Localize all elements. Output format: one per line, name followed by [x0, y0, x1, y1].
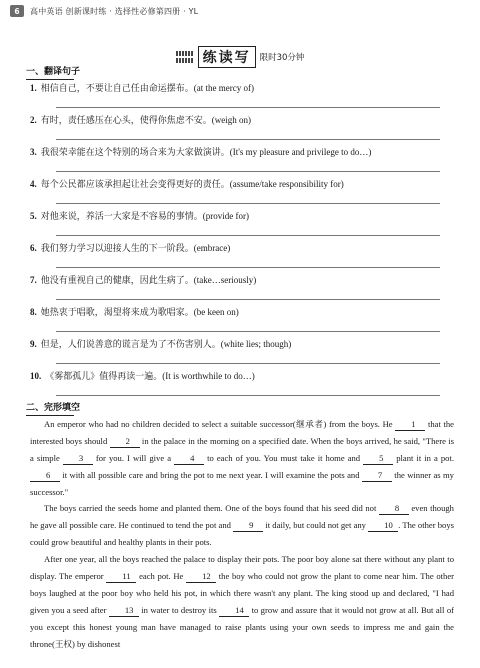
blank-8[interactable]: 8: [379, 502, 409, 515]
part1-heading: 一、翻译句子: [26, 64, 80, 77]
section-title-main: 练读写: [198, 46, 256, 68]
question-4: 4. 每个公民都应该承担起让社会变得更好的责任。(assume/take responsibility for): [30, 179, 344, 189]
blank-3[interactable]: 3: [63, 452, 93, 465]
answer-line-4[interactable]: [56, 203, 440, 204]
answer-line-9[interactable]: [56, 363, 440, 364]
blank-13[interactable]: 13: [109, 604, 139, 617]
page-header: [0, 0, 480, 22]
section-title-time-limit: 限时30分钟: [259, 53, 305, 63]
blank-9[interactable]: 9: [233, 519, 263, 532]
blank-5[interactable]: 5: [363, 452, 393, 465]
answer-line-10[interactable]: [56, 395, 440, 396]
question-8: 8. 她热衷于唱歌，渴望将来成为歌唱家。(be keen on): [30, 307, 239, 317]
question-3: 3. 我很荣幸能在这个特别的场合来为大家做演讲。(It's my pleasure and privilege to do…): [30, 147, 372, 157]
cloze-paragraph-2: The boys carried the seeds home and planted them. One of the boys found that his seed did not 8 even though he gave all possible care. He continued to tend the pot and 9 it daily, but could not get any 10 . The other boys could grow beautiful and healthy plants in their pots.: [30, 503, 454, 547]
answer-line-2[interactable]: [56, 139, 440, 140]
cloze-paragraph-3: After one year, all the boys reached the palace to display their pots. The poor boy alone sat there without any plant to display. The emperor 11 each pot. He 12 the boy who could not grow the plant to come near him. The other boys laughed at the poor boy who held his pot, in which there wasn't any plant. The king stood up and declared, "I had given you a seed after 13 in water to destroy its 14 to grow and assure that it would not grow at all. But all of you except this honest young man have managed to raise plants using your own seeds to impress me and gain the throne(王权) by dishonest: [30, 554, 455, 649]
blank-14[interactable]: 14: [219, 604, 249, 617]
title-decoration-icon: [176, 51, 194, 63]
question-5: 5. 对他来说，养活一大家是不容易的事情。(provide for): [30, 211, 249, 221]
answer-line-7[interactable]: [56, 299, 440, 300]
answer-line-5[interactable]: [56, 235, 440, 236]
blank-6[interactable]: 6: [30, 469, 60, 482]
header-text: 高中英语 创新课时练 · 选择性必修第四册 · YL: [30, 6, 199, 16]
answer-line-1[interactable]: [56, 107, 440, 108]
blank-10[interactable]: 10: [368, 519, 398, 532]
part2-heading: 二、完形填空: [26, 400, 80, 413]
question-2: 2. 有时，责任感压在心头，使得你焦虑不安。(weigh on): [30, 115, 251, 125]
answer-line-8[interactable]: [56, 331, 440, 332]
blank-4[interactable]: 4: [174, 452, 204, 465]
blank-7[interactable]: 7: [362, 469, 392, 482]
answer-line-6[interactable]: [56, 267, 440, 268]
cloze-paragraph-1: An emperor who had no children decided to select a suitable successor(继承者) from the boys. He 1 that the interested boys should 2 in the palace in the morning on a specified date. When the boys arrived, he said, "There is a simple 3 for you. I will give a 4 to each of you. You must take it home and 5 plant it in a pot. 6 it with all possible care and bring the pot to me next year. I will examine the pots and 7 the winner as my successor.": [30, 419, 454, 497]
blank-11[interactable]: 11: [106, 570, 136, 583]
page-number: 6: [10, 5, 24, 17]
question-7: 7. 他没有重视自己的健康，因此生病了。(take…seriously): [30, 275, 257, 285]
question-6: 6. 我们努力学习以迎接人生的下一阶段。(embrace): [30, 243, 231, 253]
blank-12[interactable]: 12: [186, 570, 216, 583]
question-1: 1. 相信自己，不要让自己任由命运摆布。(at the mercy of): [30, 83, 254, 93]
question-9: 9. 但是，人们说善意的谎言是为了不伤害别人。(white lies; though): [30, 339, 292, 349]
answer-line-3[interactable]: [56, 171, 440, 172]
question-10: 10. 《雾都孤儿》值得再读一遍。(It is worthwhile to do…): [30, 371, 255, 381]
blank-1[interactable]: 1: [395, 418, 425, 431]
blank-2[interactable]: 2: [110, 435, 140, 448]
